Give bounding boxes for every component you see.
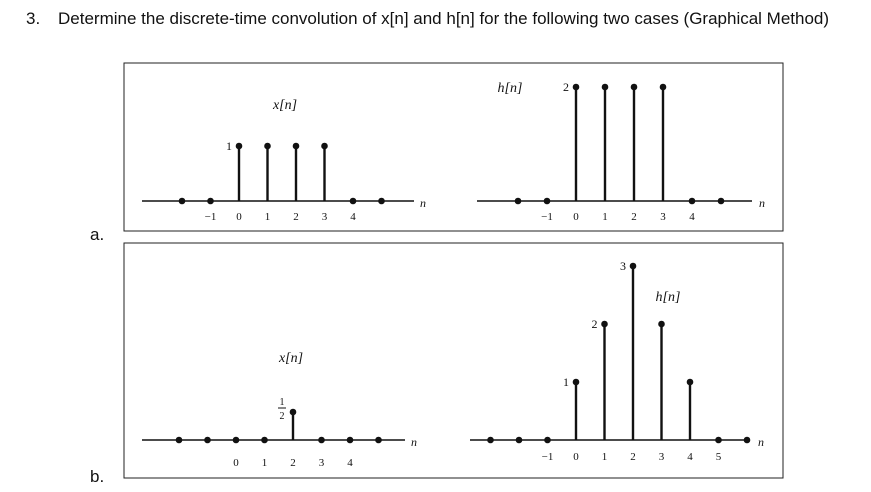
plot-3-tick-label: 0 <box>573 451 579 463</box>
plot-1-tick-label: 1 <box>602 211 608 223</box>
plot-3-tick-label: −1 <box>541 451 554 463</box>
plot-3-axis-var: n <box>758 435 764 449</box>
question-number: 3. <box>26 9 41 28</box>
plot-1-tick-label: 3 <box>660 211 666 223</box>
plot-1-axis-var: n <box>759 196 765 210</box>
plot-0-point <box>321 143 328 150</box>
plot-3-point <box>601 321 608 328</box>
plot-0-point <box>207 198 214 205</box>
plot-1-tick-label: 4 <box>689 211 695 223</box>
panel-a-frame <box>124 63 783 231</box>
plot-1-tick-label: 0 <box>573 211 579 223</box>
plot-3-point <box>744 437 751 444</box>
plot-2-point <box>204 437 211 444</box>
plot-3-point <box>658 321 665 328</box>
plot-1-point <box>689 198 696 205</box>
plot-1-tick-label: 2 <box>631 211 637 223</box>
plot-0-tick-label: 2 <box>293 211 299 223</box>
plot-1-point <box>631 84 638 91</box>
plot-3-point <box>715 437 722 444</box>
plot-1-value-label: 2 <box>563 80 569 94</box>
case-a-label: a. <box>90 225 105 244</box>
plot-0-point <box>378 198 385 205</box>
plot-0-point <box>236 143 243 150</box>
plot-0-title: x[n] <box>272 98 298 113</box>
plot-3-point <box>487 437 494 444</box>
plot-0-tick-label: −1 <box>204 211 217 223</box>
question-text: Determine the discrete-time convolution of x[n] and h[n] for the following two cases (Graphical Method) <box>58 9 830 28</box>
plot-2-tick-label: 2 <box>290 457 296 469</box>
plot-0-tick-label: 4 <box>350 211 356 223</box>
plot-3-point <box>544 437 551 444</box>
plot-1-point <box>602 84 609 91</box>
plot-1-point <box>660 84 667 91</box>
case-b-label: b. <box>90 467 105 486</box>
plot-3-value-label: 2 <box>591 317 598 331</box>
plot-2-point <box>318 437 325 444</box>
plot-0-tick-label: 0 <box>236 211 242 223</box>
plot-0-point <box>350 198 357 205</box>
plot-1-point <box>718 198 725 205</box>
plot-1-point <box>515 198 522 205</box>
plot-2-tick-label: 1 <box>261 457 268 469</box>
plot-2-tick-label: 3 <box>318 457 325 469</box>
plot-0-axis-var: n <box>420 196 426 210</box>
plot-3-tick-label: 3 <box>658 451 665 463</box>
plot-3-tick-label: 2 <box>630 451 636 463</box>
plot-2-point <box>375 437 382 444</box>
plot-3-point <box>573 379 580 386</box>
plot-2-point <box>261 437 268 444</box>
plot-2-tick-label: 0 <box>233 457 239 469</box>
plot-2-value-num: 1 <box>279 397 285 408</box>
plot-2-axis-var: n <box>411 435 417 449</box>
plot-2-tick-label: 4 <box>347 457 353 469</box>
plot-2-point <box>290 409 297 416</box>
plot-3-value-label: 1 <box>563 375 569 389</box>
plot-3-tick-label: 5 <box>715 451 722 463</box>
plot-3-value-label: 3 <box>620 259 626 273</box>
plot-2-point <box>233 437 240 444</box>
plot-0-point <box>264 143 271 150</box>
plot-2-point <box>176 437 183 444</box>
plot-3-tick-label: 1 <box>601 451 608 463</box>
plot-0-value-label: 1 <box>226 139 232 153</box>
plot-3-tick-label: 4 <box>687 451 693 463</box>
plot-1-title: h[n] <box>497 81 523 96</box>
plot-3-point <box>516 437 523 444</box>
plot-2-point <box>347 437 354 444</box>
plot-0-point <box>179 198 186 205</box>
plot-0-point <box>293 143 300 150</box>
plot-3-point <box>630 263 637 270</box>
panel-b-frame <box>124 243 783 478</box>
plot-3-point <box>687 379 694 386</box>
plot-1-point <box>573 84 580 91</box>
plot-0-tick-label: 3 <box>321 211 328 223</box>
plot-2-title: x[n] <box>278 351 304 366</box>
plot-1-tick-label: −1 <box>541 211 553 223</box>
plot-1-point <box>544 198 551 205</box>
plot-3-title: h[n] <box>655 290 681 305</box>
plot-2-value-den: 2 <box>279 411 285 422</box>
plot-0-tick-label: 1 <box>264 211 271 223</box>
